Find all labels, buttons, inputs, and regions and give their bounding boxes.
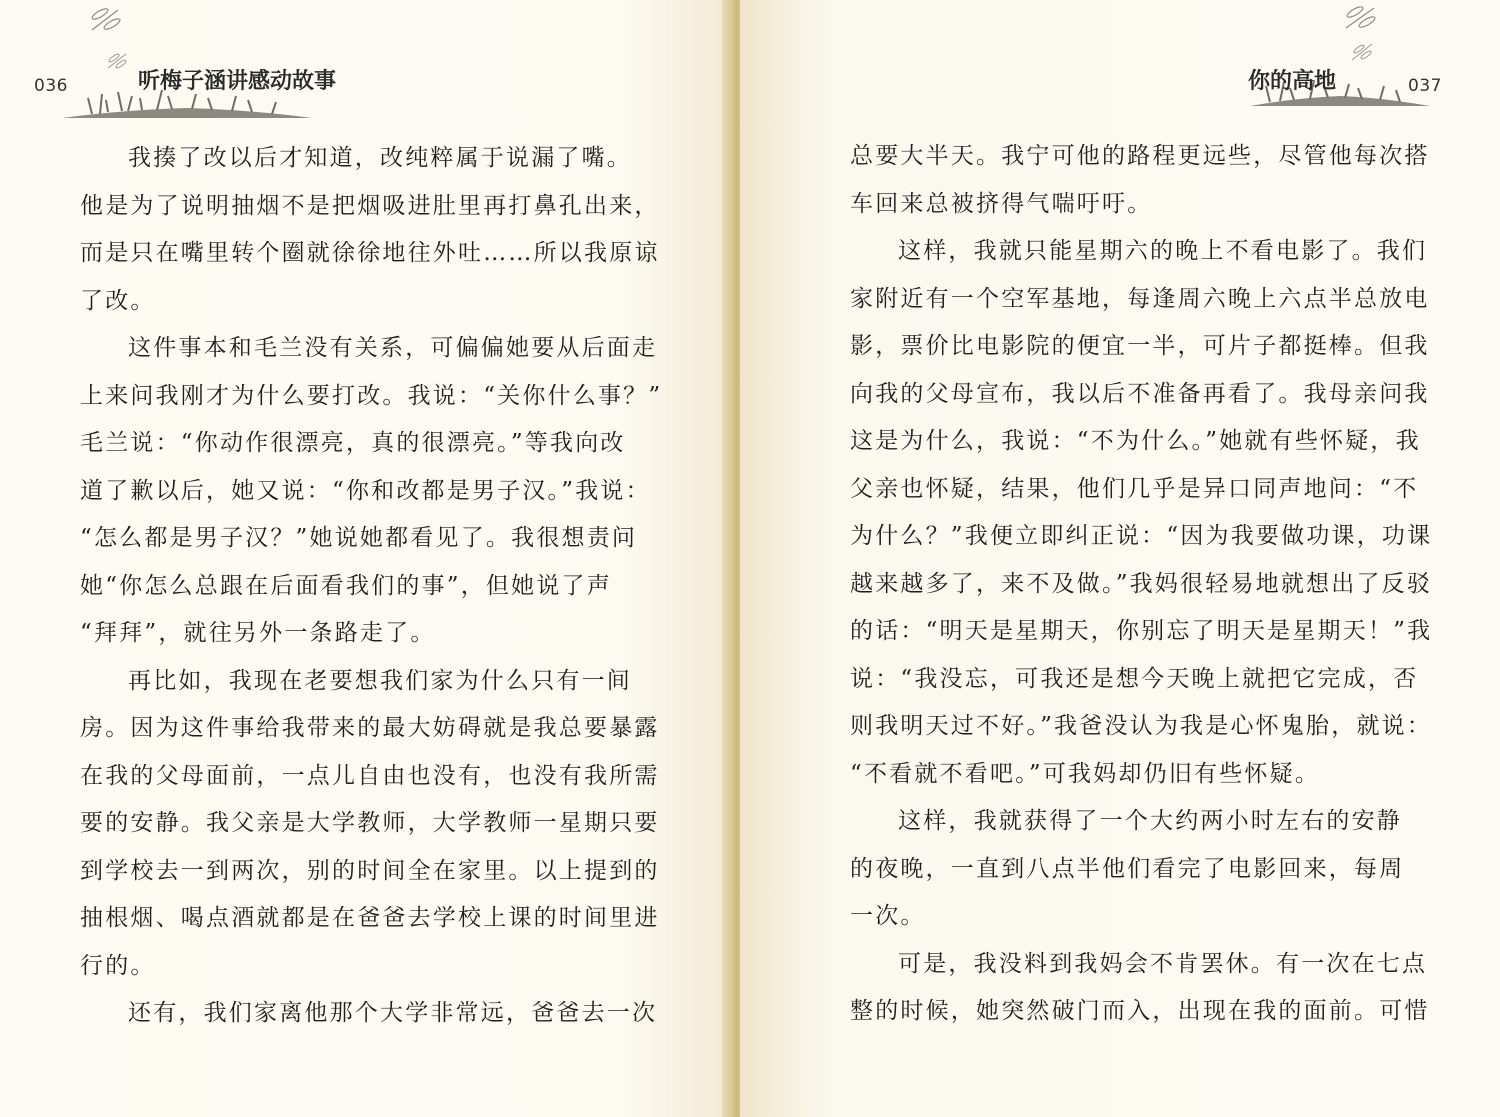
text-line: 道了歉以后，她又说：“你和改都是男子汉。”我说： (80, 477, 651, 504)
text-line: 家附近有一个空军基地，每逢周六晚上六点半总放电 (850, 285, 1430, 312)
text-line: 的夜晚，一直到八点半他们看完了电影回来，每周 (850, 855, 1405, 882)
text-line: 房。因为这件事给我带来的最大妨碍就是我总要暴露 (80, 715, 660, 741)
text-line: 而是只在嘴里转个圈就徐徐地往外吐……所以我原谅 (80, 240, 660, 266)
text-line: 他是为了说明抽烟不是把烟吸进肚里再打鼻孔出来， (80, 192, 660, 219)
text-line: 为什么？”我便立即纠正说：“因为我要做功课，功课 (850, 523, 1433, 549)
text-line: 还有，我们家离他那个大学非常远，爸爸去一次 (128, 1000, 658, 1026)
page-number: 036 (34, 76, 68, 96)
text-line: 的话：“明天是星期天，你别忘了明天是星期天！”我 (850, 618, 1433, 644)
text-line: 抽根烟、喝点酒就都是在爸爸去学校上课的时间里进 (80, 905, 660, 931)
text-line: 我揍了改以后才知道，改纯粹属于说漏了嘴。 (128, 145, 632, 171)
dragonfly-icon (1338, 2, 1384, 32)
text-line: 这是为什么，我说：“不为什么。”她就有些怀疑，我 (850, 428, 1421, 454)
left-page (0, 0, 730, 1117)
text-line: 车回来总被挤得气喘吁吁。 (850, 190, 1153, 217)
dragonfly-icon (84, 4, 128, 34)
running-title: 你的高地 (1248, 69, 1337, 94)
text-line: 毛兰说：“你动作很漂亮，真的很漂亮。”等我向改 (80, 430, 626, 456)
body-text (850, 133, 1450, 1036)
text-line: “不看就不看吧。”可我妈却仍旧有些怀疑。 (850, 760, 1321, 787)
text-line: 一次。 (850, 903, 926, 929)
text-line: 总要大半天。我宁可他的路程更远些，尽管他每次搭 (850, 143, 1430, 169)
text-line: 这件事本和毛兰没有关系，可偏偏她要从后面走 (128, 335, 658, 361)
page-number: 037 (1408, 76, 1442, 96)
text-line: 可是，我没料到我妈会不肯罢休。有一次在七点 (898, 950, 1428, 977)
text-line: “怎么都是男子汉？”她说她都看见了。我很想责问 (80, 525, 638, 551)
text-line: 父亲也怀疑，结果，他们几乎是异口同声地问：“不 (850, 475, 1419, 502)
text-line: 到学校去一到两次，别的时间全在家里。以上提到的 (80, 857, 660, 884)
right-page (740, 0, 1500, 1117)
text-line: “拜拜”，就往另外一条路走了。 (80, 620, 436, 646)
dragonfly-icon (104, 50, 130, 72)
text-line: 这样，我就只能星期六的晚上不看电影了。我们 (898, 238, 1428, 264)
text-line: 上来问我刚才为什么要打改。我说：“关你什么事？” (80, 382, 663, 409)
text-line: 则我明天过不好。”我爸没认为我是心怀鬼胎，就说： (850, 713, 1433, 739)
running-title: 听梅子涵讲感动故事 (138, 69, 337, 94)
text-line: 了改。 (80, 287, 156, 314)
text-line: 再比如，我现在老要想我们家为什么只有一间 (128, 667, 632, 694)
text-line: 越来越多了，来不及做。”我妈很轻易地就想出了反驳 (850, 570, 1433, 597)
text-line: 在我的父母面前，一点儿自由也没有，也没有我所需 (80, 762, 660, 789)
dragonfly-icon (1348, 40, 1376, 64)
text-line: 整的时候，她突然破门而入，出现在我的面前。可惜 (850, 998, 1430, 1024)
body-text (80, 135, 680, 1038)
text-line: 向我的父母宣布，我以后不准备再看了。我母亲问我 (850, 380, 1430, 407)
text-line: 这样，我就获得了一个大约两小时左右的安静 (898, 808, 1402, 834)
text-line: 她“你怎么总跟在后面看我们的事”，但她说了声 (80, 572, 612, 599)
text-line: 行的。 (80, 952, 156, 979)
text-line: 要的安静。我父亲是大学教师，大学教师一星期只要 (80, 810, 660, 836)
text-line: 说：“我没忘，可我还是想今天晚上就把它完成，否 (850, 665, 1419, 692)
text-line: 影，票价比电影院的便宜一半，可片子都挺棒。但我 (850, 333, 1430, 359)
